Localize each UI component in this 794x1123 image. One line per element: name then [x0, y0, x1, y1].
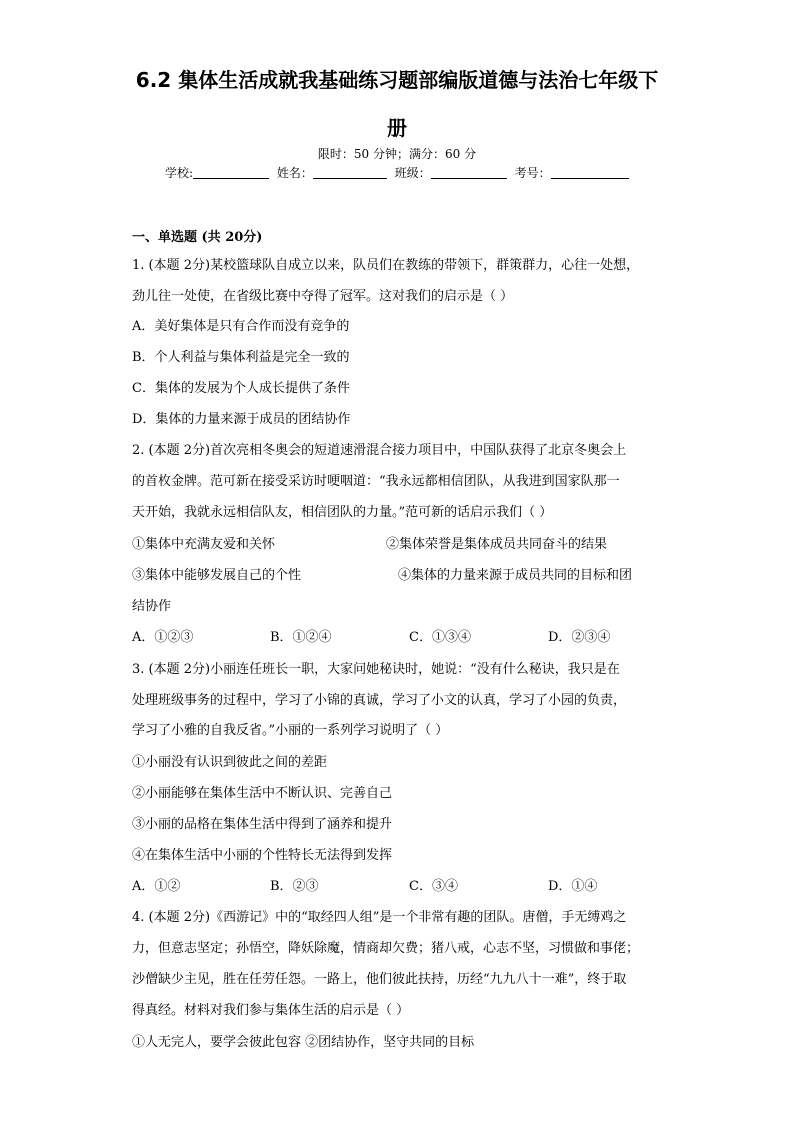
- school-label: 学校:: [165, 166, 194, 180]
- q3-statement-2: ②小丽能够在集体生活中不断认识、完善自己: [132, 786, 393, 801]
- q1-option-a: A．美好集体是只有合作而没有竞争的: [132, 319, 350, 334]
- q2-option-d: D．②③④: [548, 630, 611, 645]
- q1-option-c: C．集体的发展为个人成长提供了条件: [132, 381, 350, 396]
- q3-statement-1: ①小丽没有认识到彼此之间的差距: [132, 755, 328, 770]
- document-title-continued: 册: [387, 116, 407, 140]
- q2-option-b: B．①②④: [270, 630, 332, 645]
- q3-option-c: C．③④: [409, 879, 458, 894]
- section-heading: 一、单选题 (共 20分): [132, 230, 263, 245]
- q2-option-a: A．①②③: [132, 630, 194, 645]
- q2-statement-3: ③集体中能够发展自己的个性: [132, 568, 302, 583]
- q2-option-c: C．①③④: [409, 630, 471, 645]
- q3-statement-3: ③小丽的品格在集体生活中得到了涵养和提升: [132, 817, 393, 832]
- q2-stem-line: 的首枚金牌。范可新在接受采访时哽咽道：“我永远都相信团队，从我进到国家队那一: [132, 474, 620, 489]
- class-label: 班级：: [394, 166, 431, 180]
- exam-number-label: 考号：: [514, 166, 551, 180]
- q2-stem-line: 天开始，我就永远相信队友，相信团队的力量。”范可新的话启示我们（ ）: [132, 505, 553, 520]
- q2-statement-2: ②集体荣誉是集体成员共同奋斗的结果: [386, 537, 608, 552]
- q3-stem-line: 3. (本题 2分)小丽连任班长一职，大家问她秘诀时，她说：“没有什么秘诀，我只是在: [132, 662, 620, 677]
- class-blank: [431, 166, 507, 179]
- q2-statement-4: ④集体的力量来源于成员共同的目标和团: [398, 568, 633, 583]
- q2-statement-4-continued: 结协作: [132, 599, 172, 614]
- q2-stem-line: 2. (本题 2分)首次亮相冬奥会的短道速滑混合接力项目中，中国队获得了北京冬奥会上: [132, 443, 627, 458]
- q1-option-b: B．个人利益与集体利益是完全一致的: [132, 350, 350, 365]
- time-score-limit: 限时：50 分钟；满分：60 分: [317, 147, 477, 161]
- name-blank: [313, 166, 387, 179]
- q1-option-d: D．集体的力量来源于成员的团结协作: [132, 412, 351, 427]
- q4-stem-line: 沙僧缺少主见，胜在任劳任怨。一路上，他们彼此扶持，历经“九九八十一难”，终于取: [132, 972, 627, 987]
- school-blank: [193, 166, 269, 179]
- document-title: 6.2 集体生活成就我基础练习题部编版道德与法治七年级下: [135, 68, 659, 92]
- q4-stem-line: 4. (本题 2分)《西游记》中的“取经四人组”是一个非常有趣的团队。唐僧，手无缚鸡之: [132, 910, 627, 925]
- q2-statement-1: ①集体中充满友爱和关怀: [132, 537, 276, 552]
- q1-stem-line: 1. (本题 2分)某校篮球队自成立以来，队员们在教练的带领下，群策群力，心往一处想，: [132, 258, 640, 273]
- q3-option-d: D．①④: [548, 879, 598, 894]
- student-info-row: [165, 165, 633, 181]
- q3-stem-line: 处理班级事务的过程中，学习了小锦的真诚，学习了小文的认真，学习了小园的负责，: [132, 693, 627, 708]
- name-label: 姓名：: [276, 166, 313, 180]
- q1-stem-line: 劲儿往一处使，在省级比赛中夺得了冠军。这对我们的启示是（ ）: [132, 289, 514, 304]
- exam-number-blank: [551, 166, 629, 179]
- q4-stem-line: 力，但意志坚定；孙悟空，降妖除魔，情商却欠费；猪八戒，心志不坚，习惯做和事佬；: [132, 941, 640, 956]
- q4-stem-line: 得真经。材料对我们参与集体生活的启示是（ ）: [132, 1003, 410, 1018]
- q4-statements-row: ①人无完人，要学会彼此包容 ②团结协作，坚守共同的目标: [132, 1035, 475, 1050]
- q3-stem-line: 学习了小雅的自我反省。”小丽的一系列学习说明了（ ）: [132, 723, 449, 738]
- q3-statement-4: ④在集体生活中小丽的个性特长无法得到发挥: [132, 848, 393, 863]
- q3-option-a: A．①②: [132, 879, 181, 894]
- q3-option-b: B．②③: [270, 879, 319, 894]
